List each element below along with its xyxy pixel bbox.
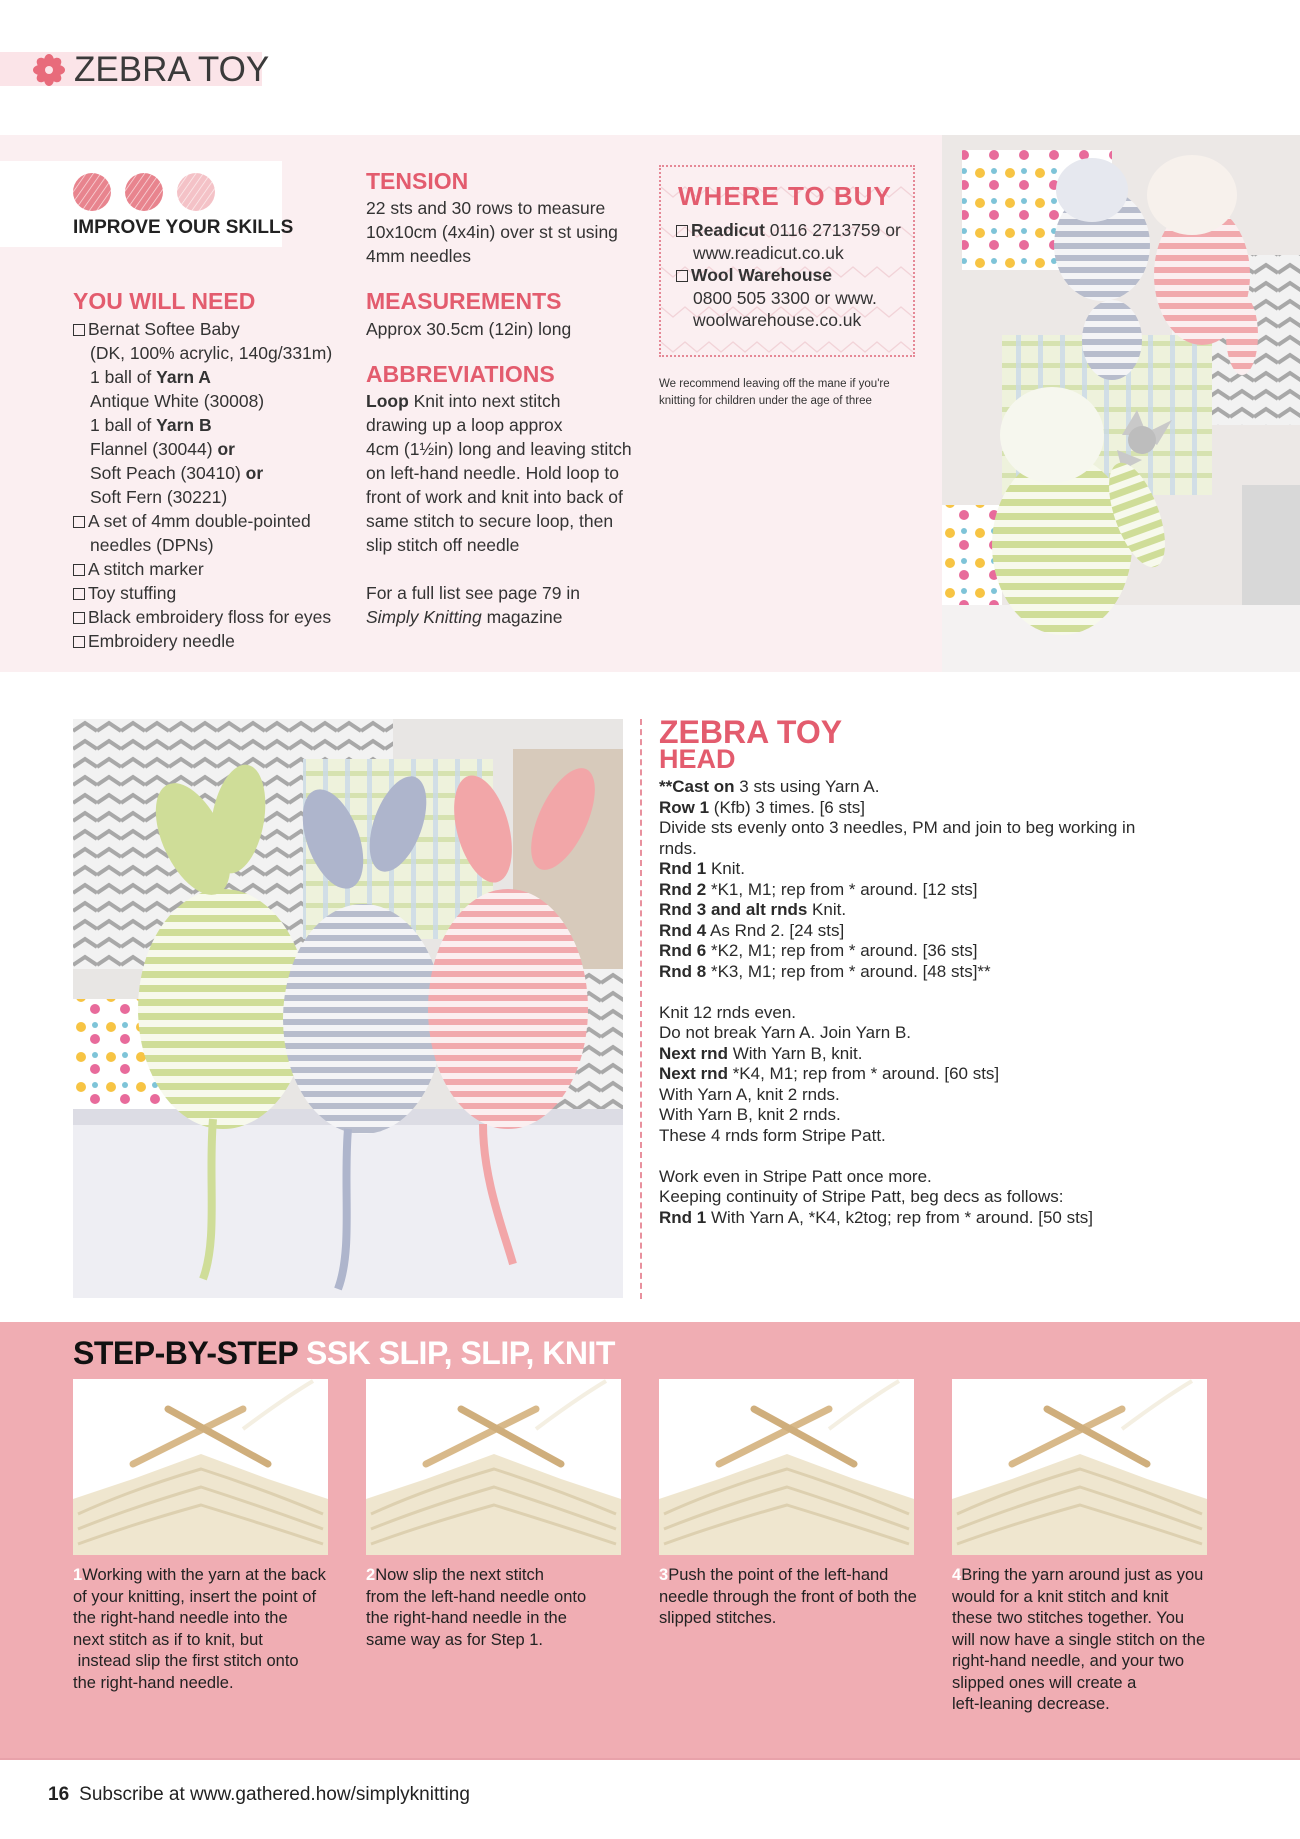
pattern-subtitle: HEAD — [659, 744, 736, 774]
pattern-row: rnds. — [659, 838, 697, 858]
pattern-row: Rnd 8 *K3, M1; rep from * around. [48 sts]** — [659, 961, 991, 981]
abbr-note: For a full list see page 79 in — [366, 583, 581, 603]
tension-text — [366, 196, 618, 268]
checkbox-icon — [676, 225, 688, 237]
measurements-text — [366, 317, 571, 341]
step-3-photo — [659, 1379, 914, 1555]
material-line: needles (DPNs) — [90, 535, 214, 555]
step-number: 3 — [659, 1566, 669, 1584]
material-line: (DK, 100% acrylic, 140g/331m) — [90, 343, 333, 363]
pattern-row: Keeping continuity of Stripe Patt, beg decs as follows: — [659, 1187, 1064, 1206]
materials-list — [73, 317, 343, 653]
checkbox-icon[interactable] — [73, 612, 85, 624]
you-will-need-heading: YOU WILL NEED — [73, 288, 256, 314]
pattern-row: These 4 rnds form Stripe Patt. — [659, 1125, 886, 1145]
pattern-row: Rnd 4 As Rnd 2. [24 sts] — [659, 920, 845, 940]
pattern-row: Knit 12 rnds even. — [659, 1002, 797, 1022]
tension-heading: TENSION — [366, 168, 469, 194]
pattern-row: Next rnd *K4, M1; rep from * around. [60 sts] — [659, 1064, 1000, 1083]
tension-line: 10x10cm (4x4in) over st st using — [366, 222, 618, 242]
skill-level-icons — [72, 172, 217, 214]
step-number: 4 — [952, 1566, 962, 1584]
pattern-row: Row 1 (Kfb) 3 times. [6 sts] — [659, 797, 865, 817]
material-line: Toy stuffing — [73, 581, 343, 605]
material-line: Black embroidery floss for eyes — [73, 605, 343, 629]
tension-line: 22 sts and 30 rows to measure — [366, 198, 606, 218]
material-line: 1 ball of Yarn A — [90, 367, 211, 387]
measurements-line: Approx 30.5cm (12in) long — [366, 319, 572, 339]
pattern-row: Rnd 1 Knit. — [659, 859, 745, 878]
material-line: A stitch marker — [73, 557, 343, 581]
pattern-title: ZEBRA TOY — [659, 714, 843, 750]
measurements-heading: MEASUREMENTS — [366, 288, 562, 314]
step-4-photo — [952, 1379, 1207, 1555]
pattern-row: **Cast on 3 sts using Yarn A. — [659, 777, 880, 796]
pattern-row: With Yarn B, knit 2 rnds. — [659, 1105, 841, 1124]
pattern-row: With Yarn A, knit 2 rnds. — [659, 1084, 840, 1104]
step-by-step-heading: STEP-BY-STEP SSK SLIP, SLIP, KNIT — [73, 1335, 615, 1371]
pattern-row: Rnd 3 and alt rnds Knit. — [659, 900, 847, 919]
material-line: Embroidery needle — [73, 629, 343, 653]
checkbox-icon[interactable] — [73, 324, 85, 336]
material-line: A set of 4mm double-pointed — [73, 509, 343, 533]
material-line: Bernat Softee Baby — [73, 317, 343, 341]
step-2-photo — [366, 1379, 621, 1555]
where-to-buy-heading: WHERE TO BUY — [678, 181, 892, 211]
material-line: Soft Peach (30410) or — [90, 463, 264, 483]
column-divider — [640, 719, 642, 1299]
subscribe-link[interactable]: Subscribe at www.gathered.how/simplyknitting — [79, 1784, 470, 1805]
abbreviations-heading: ABBREVIATIONS — [366, 361, 555, 387]
abbreviations-text: Loop Knit into next stitch drawing up a loop approx 4cm (1½in) long and leaving stitch on left-hand needle. Hold loop to front of work and knit into back of same stitch to secure loop, then slip stitch off needle For a full list see page 79 in Simply Knitting magazine — [366, 391, 632, 627]
where-to-buy-text: Readicut 0116 2713759 or www.readicut.co.uk Wool Warehouse 0800 505 3300 or www. woolwarehouse.co.uk — [676, 219, 901, 332]
pattern-row: Next rnd With Yarn B, knit. — [659, 1043, 863, 1063]
checkbox-icon[interactable] — [73, 636, 85, 648]
page-number: 16 — [48, 1784, 70, 1805]
step-1-photo — [73, 1379, 328, 1555]
flower-icon — [32, 53, 66, 87]
step-4-text: 4Bring the yarn around just as you would for a knit stitch and knit these two stitches together. You will now have a single stitch on the right-hand needle, and your two slipped ones will create a left-leaning decrease. — [952, 1566, 1206, 1713]
mane-note: We recommend leaving off the mane if you're knitting for children under the age of three — [659, 378, 890, 407]
material-line: Soft Fern (30221) — [90, 487, 228, 507]
step-1-text: 1Working with the yarn at the back of your knitting, insert the point of the right-hand needle into the next stitch as if to knit, but instead slip the first stitch onto the right-hand needle. — [73, 1566, 326, 1692]
checkbox-icon — [676, 270, 688, 282]
zebra-toys-photo-main — [73, 719, 623, 1298]
pattern-row: Rnd 2 *K1, M1; rep from * around. [12 sts] — [659, 879, 978, 899]
footer — [48, 1784, 470, 1806]
pattern-row: Divide sts evenly onto 3 needles, PM and join to beg working in — [659, 818, 1136, 837]
material-line: Flannel (30044) or — [90, 439, 235, 459]
step-number: 1 — [73, 1566, 83, 1584]
pattern-row: Do not break Yarn A. Join Yarn B. — [659, 1023, 912, 1042]
skill-label: IMPROVE YOUR SKILLS — [73, 217, 294, 238]
footer-rule — [0, 1758, 1300, 1760]
checkbox-icon[interactable] — [73, 516, 85, 528]
material-line: Antique White (30008) — [90, 391, 265, 411]
material-line: 1 ball of Yarn B — [90, 415, 212, 435]
checkbox-icon[interactable] — [73, 564, 85, 576]
pattern-row: Rnd 1 With Yarn A, *K4, k2tog; rep from * around. [50 sts] — [659, 1207, 1094, 1227]
pattern-row: Work even in Stripe Patt once more. — [659, 1166, 932, 1186]
step-2-text: 2Now slip the next stitch from the left-hand needle onto the right-hand needle in the same way as for Step 1. — [366, 1566, 587, 1649]
step-number: 2 — [366, 1566, 376, 1584]
pattern-row — [659, 980, 1135, 1001]
abbr-term: Loop — [366, 391, 409, 411]
step-3-text: 3Push the point of the left-hand needle through the front of both the slipped stitches. — [659, 1566, 917, 1627]
pattern-row — [659, 1144, 1135, 1165]
pattern-instructions — [659, 775, 1135, 1226]
page-title: ZEBRA TOY — [74, 50, 270, 89]
zebra-toys-photo-top — [942, 135, 1300, 672]
checkbox-icon[interactable] — [73, 588, 85, 600]
tension-line: 4mm needles — [366, 246, 472, 266]
pattern-row: Rnd 6 *K2, M1; rep from * around. [36 sts] — [659, 941, 978, 960]
